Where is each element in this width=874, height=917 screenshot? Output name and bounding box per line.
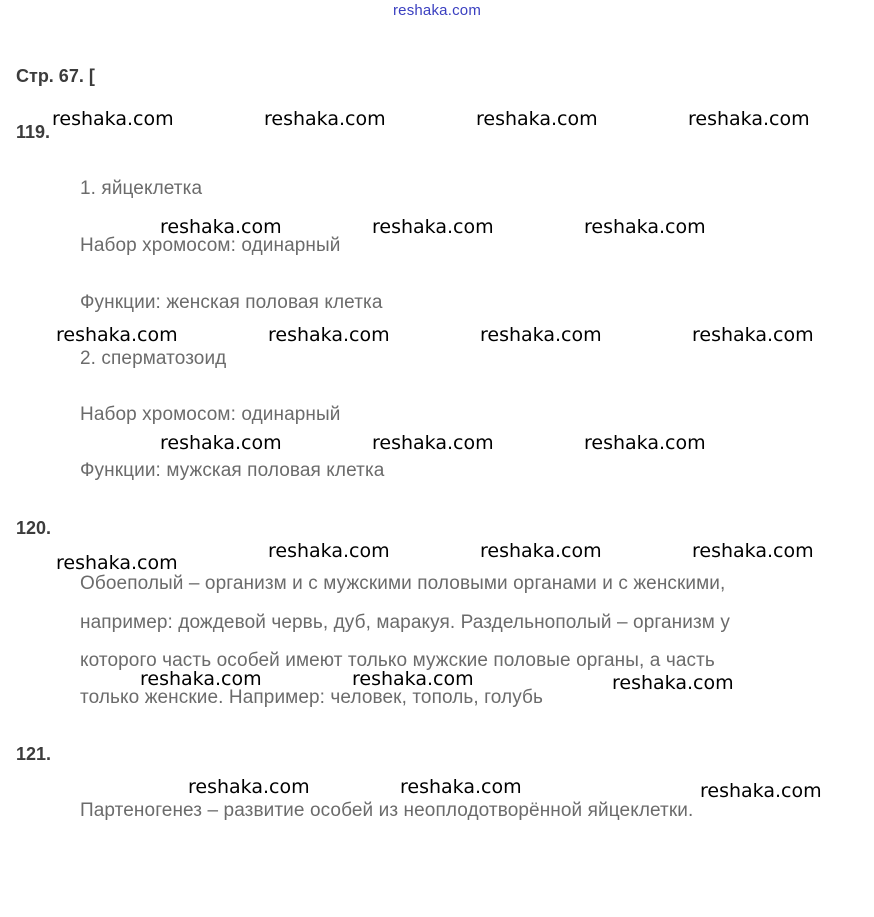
watermark: reshaka.com bbox=[692, 324, 814, 346]
watermark: reshaka.com bbox=[372, 216, 494, 238]
answer-line: 1. яйцеклетка bbox=[80, 178, 203, 199]
watermark: reshaka.com bbox=[612, 672, 734, 694]
task-number-120: 120. bbox=[16, 518, 52, 538]
watermark: reshaka.com bbox=[264, 108, 386, 130]
answer-line: Набор хромосом: одинарный bbox=[80, 235, 341, 256]
watermark: reshaka.com bbox=[268, 324, 390, 346]
watermark: reshaka.com bbox=[480, 324, 602, 346]
answer-line: Функции: мужская половая клетка bbox=[80, 460, 385, 481]
watermark: reshaka.com bbox=[372, 432, 494, 454]
watermark: reshaka.com bbox=[52, 108, 174, 130]
answer-line: Партеногенез – развитие особей из неоплодотворённой яйцеклетки. bbox=[80, 800, 694, 821]
watermark: reshaka.com bbox=[688, 108, 810, 130]
watermark: reshaka.com bbox=[352, 668, 474, 690]
watermark: reshaka.com bbox=[268, 540, 390, 562]
watermark: reshaka.com bbox=[700, 780, 822, 802]
watermark: reshaka.com bbox=[584, 216, 706, 238]
watermark: reshaka.com bbox=[160, 216, 282, 238]
watermark: reshaka.com bbox=[692, 540, 814, 562]
task-number-119: 119. bbox=[16, 122, 51, 142]
answer-line: 2. сперматозоид bbox=[80, 348, 227, 369]
watermark: reshaka.com bbox=[480, 540, 602, 562]
answer-line: только женские. Например: человек, тополь, голубь bbox=[80, 687, 544, 708]
answer-line: Функции: женская половая клетка bbox=[80, 292, 383, 313]
answer-line: например: дождевой червь, дуб, маракуя. Раздельнополый – организм у bbox=[80, 612, 730, 633]
watermark: reshaka.com bbox=[400, 776, 522, 798]
answer-line: Набор хромосом: одинарный bbox=[80, 404, 341, 425]
watermark: reshaka.com bbox=[160, 432, 282, 454]
task-number-121: 121. bbox=[16, 744, 52, 764]
answer-line: которого часть особей имеют только мужские половые органы, а часть bbox=[80, 650, 715, 671]
watermark: reshaka.com bbox=[188, 776, 310, 798]
page-title: Стр. 67. [ bbox=[16, 66, 95, 86]
watermark: reshaka.com bbox=[140, 668, 262, 690]
watermark: reshaka.com bbox=[56, 324, 178, 346]
site-header-link[interactable]: reshaka.com bbox=[392, 2, 482, 19]
answer-line: Обоеполый – организм и с мужскими половыми органами и с женскими, bbox=[80, 573, 726, 594]
watermark: reshaka.com bbox=[584, 432, 706, 454]
watermark: reshaka.com bbox=[56, 552, 178, 574]
watermark: reshaka.com bbox=[476, 108, 598, 130]
